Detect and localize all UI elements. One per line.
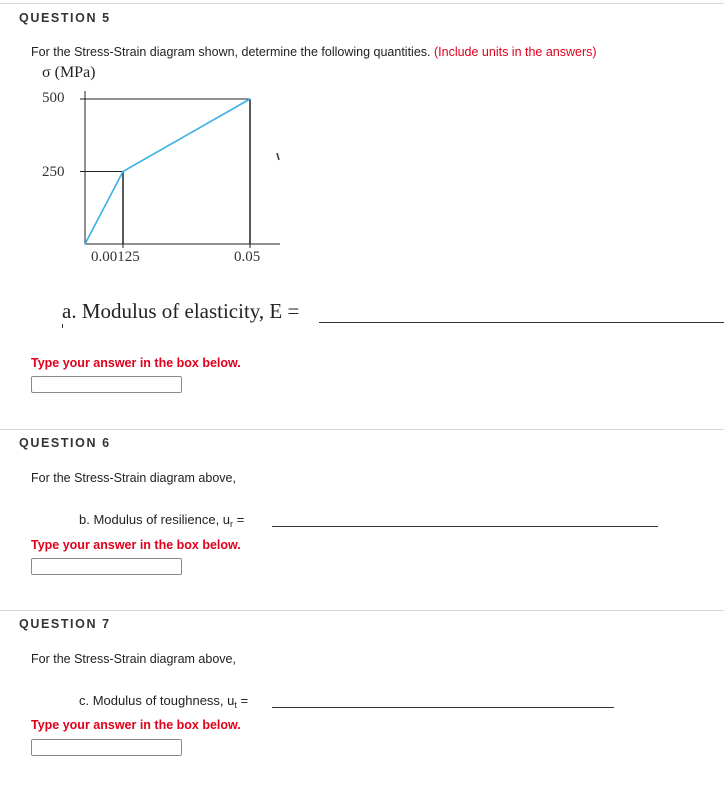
- question-6-prompt: For the Stress-Strain diagram above,: [31, 471, 236, 485]
- x-tick-0.05: 0.05: [234, 249, 261, 265]
- divider-q6: [0, 429, 724, 430]
- part-c-equals: =: [236, 693, 249, 708]
- units-note: (Include units in the answers): [433, 45, 597, 59]
- part-c-subscript: t: [234, 700, 237, 710]
- x-tick-0.00125: 0.00125: [91, 249, 140, 265]
- top-divider: [0, 3, 724, 4]
- cropped-glyph-mark: [277, 153, 279, 160]
- question-5-heading: QUESTION 5: [19, 11, 111, 25]
- curve-point-2: [249, 98, 251, 100]
- part-b-blank-line: [272, 526, 658, 527]
- part-c-blank-line: [272, 707, 614, 708]
- question-7-instruction: Type your answer in the box below.: [31, 718, 241, 732]
- stress-strain-diagram: [30, 58, 290, 273]
- question-7-answer-input[interactable]: [31, 739, 182, 756]
- question-6-answer-input[interactable]: [31, 558, 182, 575]
- part-a-blank-line: [319, 322, 724, 323]
- part-b-text: b. Modulus of resilience, u: [79, 512, 231, 527]
- curve-point-1: [122, 171, 124, 173]
- part-b-subscript: r: [230, 519, 234, 529]
- question-5-instruction: Type your answer in the box below.: [31, 356, 241, 370]
- divider-q7: [0, 610, 724, 611]
- part-c-text: c. Modulus of toughness, u: [79, 693, 235, 708]
- part-a-label: a. Modulus of elasticity, E =: [62, 299, 300, 323]
- question-6-instruction: Type your answer in the box below.: [31, 538, 241, 552]
- question-5-answer-input[interactable]: [31, 376, 182, 393]
- part-c-label: [79, 693, 248, 710]
- part-b-equals: =: [233, 512, 245, 527]
- curve-point-0: [84, 243, 86, 245]
- prompt-text: For the Stress-Strain diagram shown, determine the following quantities.: [31, 45, 434, 59]
- question-7-heading: QUESTION 7: [19, 617, 111, 631]
- y-tick-250: 250: [42, 164, 65, 180]
- part-a-tick: [62, 324, 63, 328]
- part-b-label: [79, 512, 244, 529]
- chart-marks: [80, 98, 251, 248]
- y-axis-label: σ (MPa): [42, 64, 96, 81]
- y-tick-500: 500: [42, 90, 65, 106]
- question-7-prompt: For the Stress-Strain diagram above,: [31, 652, 236, 666]
- question-5-prompt: [31, 45, 597, 59]
- question-6-heading: QUESTION 6: [19, 436, 111, 450]
